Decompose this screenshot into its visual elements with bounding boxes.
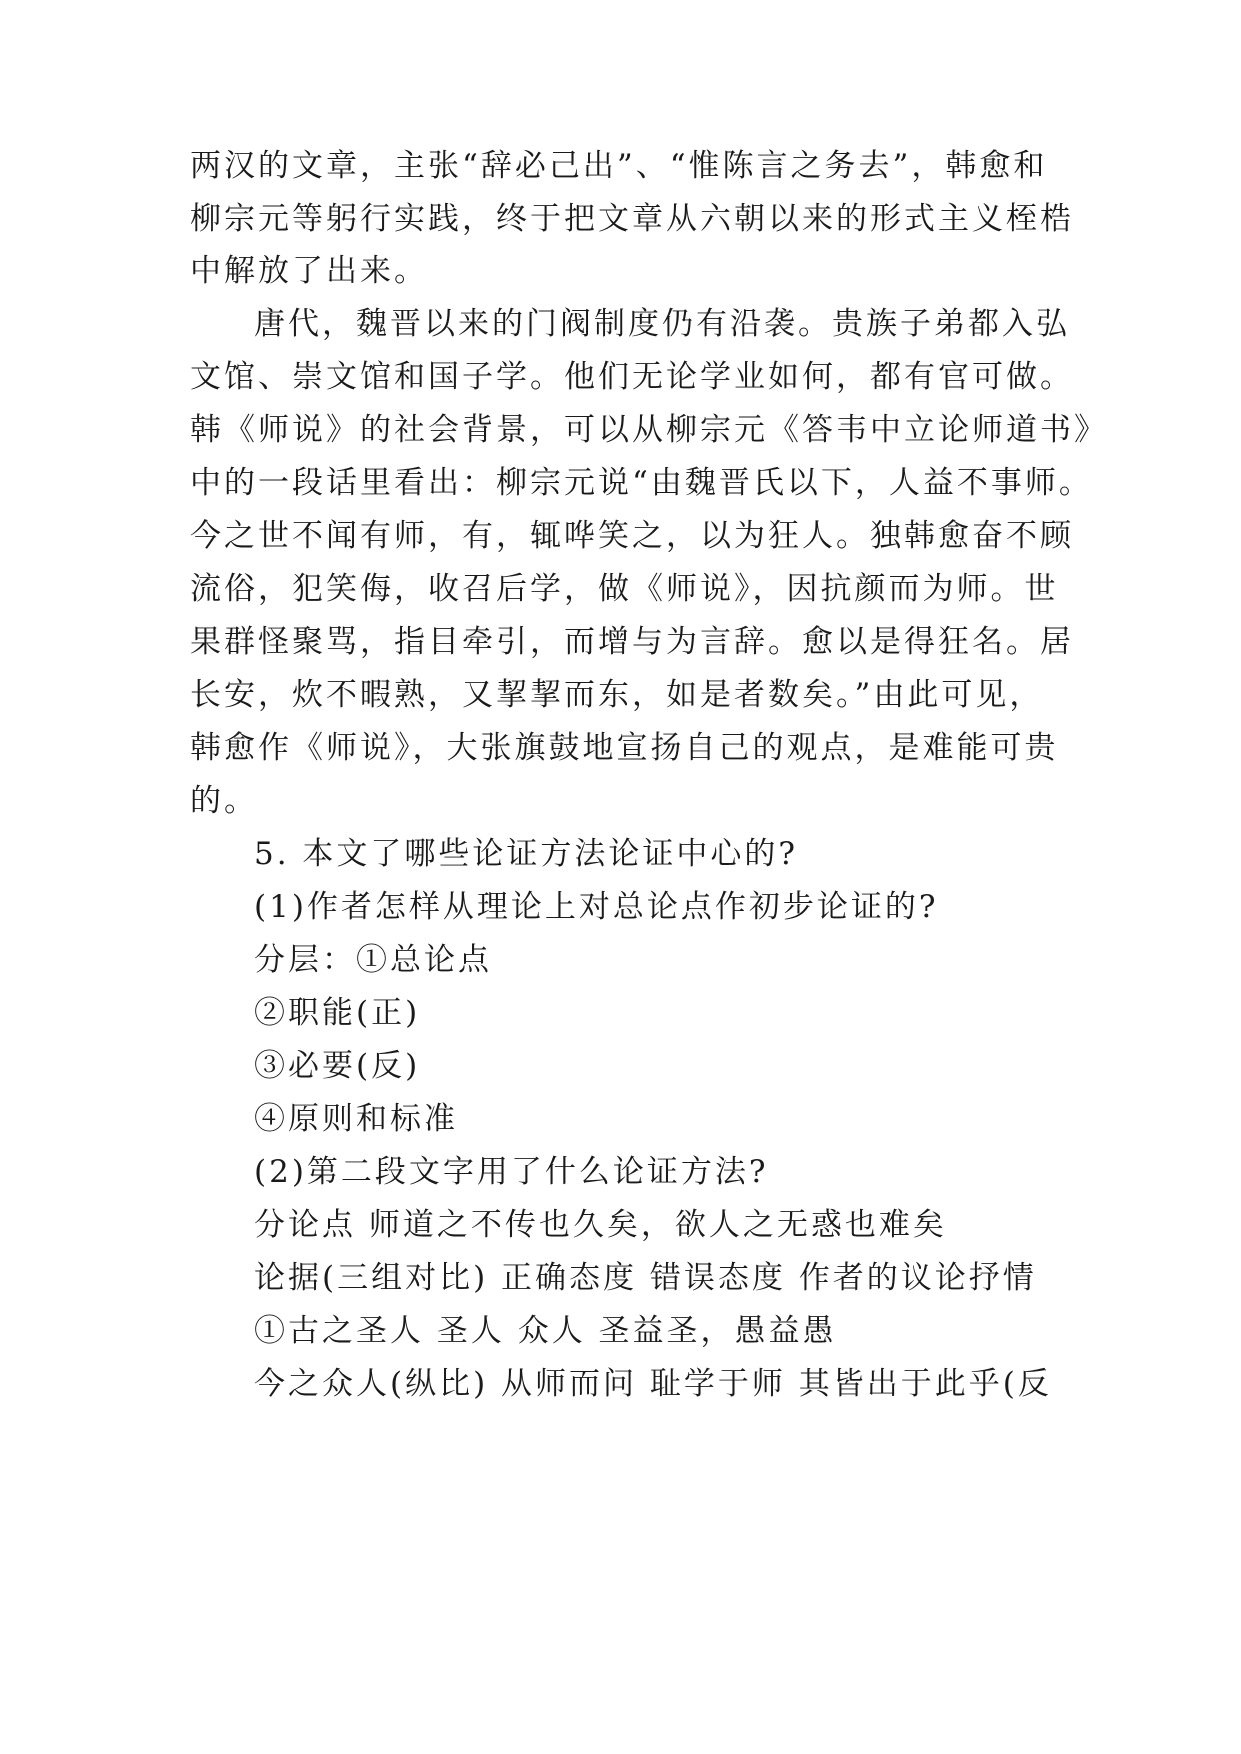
paragraph-2-line-7: 果群怪聚骂，指目牵引，而增与为言辞。愈以是得狂名。居 (190, 624, 1074, 660)
question-5-1: (1)作者怎样从理论上对总论点作初步论证的? (254, 889, 939, 925)
paragraph-2-line-5: 今之世不闻有师，有，辄哗笑之，以为狂人。独韩愈奋不顾 (190, 518, 1074, 554)
paragraph-2-line-4: 中的一段话里看出：柳宗元说“由魏晋氏以下，人益不事师。 (190, 465, 1093, 501)
evidence: 论据(三组对比) 正确态度 错误态度 作者的议论抒情 (254, 1260, 1037, 1296)
layer-2: ②职能(正) (254, 995, 421, 1031)
layer-3: ③必要(反) (254, 1048, 421, 1084)
paragraph-2-line-8: 长安，炊不暇熟，又挈挈而东，如是者数矣。”由此可见， (190, 677, 1044, 713)
paragraph-2-line-9: 韩愈作《师说》，大张旗鼓地宣扬自己的观点，是难能可贵 (190, 730, 1059, 766)
layer-4: ④原则和标准 (254, 1101, 458, 1137)
paragraph-1-line-3: 中解放了出来。 (190, 253, 428, 289)
paragraph-2-line-6: 流俗，犯笑侮，收召后学，做《师说》，因抗颜而为师。世 (190, 571, 1059, 607)
question-5-2: (2)第二段文字用了什么论证方法? (254, 1154, 769, 1190)
paragraph-1-line-2: 柳宗元等躬行实践，终于把文章从六朝以来的形式主义桎梏 (190, 201, 1074, 237)
paragraph-2-line-10: 的。 (190, 783, 258, 819)
comparison-1b: 今之众人(纵比) 从师而问 耻学于师 其皆出于此乎(反 (254, 1366, 1052, 1402)
paragraph-2-line-2: 文馆、崇文馆和国子学。他们无论学业如何，都有官可做。 (190, 359, 1074, 395)
paragraph-1-line-1: 两汉的文章，主张“辞必己出”、“惟陈言之务去”，韩愈和 (190, 148, 1048, 184)
question-5: 5. 本文了哪些论证方法论证中心的? (254, 836, 799, 872)
paragraph-2-line-1: 唐代，魏晋以来的门阀制度仍有沿袭。贵族子弟都入弘 (254, 306, 1070, 342)
layers-heading: 分层：①总论点 (254, 942, 492, 978)
comparison-1: ①古之圣人 圣人 众人 圣益圣，愚益愚 (254, 1313, 837, 1349)
sub-point: 分论点 师道之不传也久矣，欲人之无惑也难矣 (254, 1207, 947, 1243)
paragraph-2-line-3: 韩《师说》的社会背景，可以从柳宗元《答韦中立论师道书》 (190, 412, 1108, 448)
